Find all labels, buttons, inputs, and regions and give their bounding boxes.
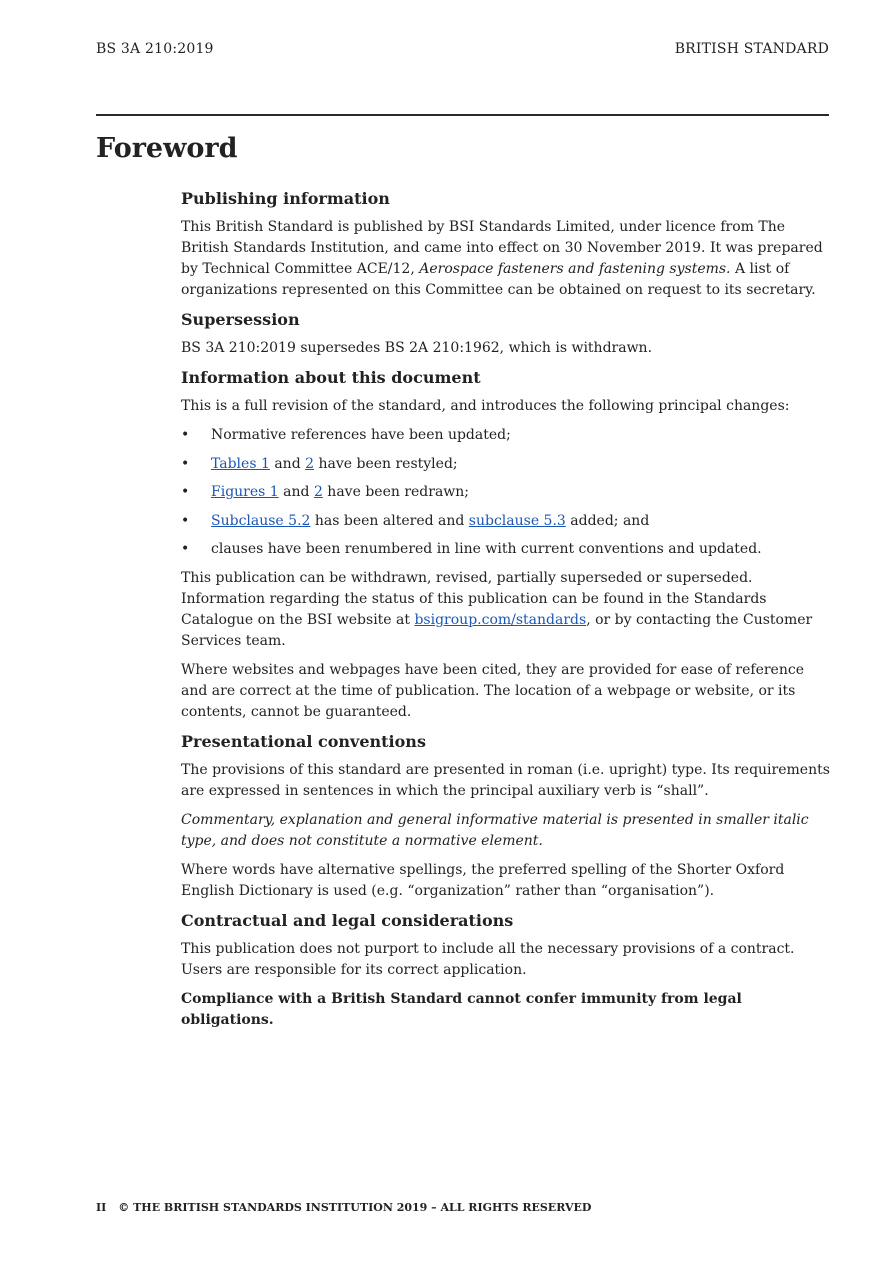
figures-1-link[interactable]: Figures 1 xyxy=(211,484,279,500)
supersession-paragraph: BS 3A 210:2019 supersedes BS 2A 210:1962, which is withdrawn. xyxy=(181,340,653,356)
subclause-5-3-link[interactable]: subclause 5.3 xyxy=(468,512,566,529)
list-item-text: added; and xyxy=(565,512,650,529)
bsi-standards-link[interactable]: bsigroup.com/standards xyxy=(414,611,587,628)
list-item-text: clauses have been renumbered in line with current conventions and updated. xyxy=(211,541,762,557)
bullet-icon: • xyxy=(181,427,190,443)
status-paragraph xyxy=(181,568,831,652)
contractual-heading: Contractual and legal considerations xyxy=(181,910,514,930)
supersession-section xyxy=(181,309,831,359)
presentational-section xyxy=(181,731,831,902)
list-item xyxy=(181,454,831,475)
list-item xyxy=(181,425,831,446)
status-text-b: , or by contacting the Customer Services team. xyxy=(181,611,813,649)
compliance-statement: Compliance with a British Standard cannot confer immunity from legal obligations. xyxy=(181,990,742,1028)
publishing-text-a: This British Standard is published by BSI Standards Limited, under licence from The British Standards Institution, and came into effect on 30 November 2019. It was prepared by Technical Committee ACE/12, xyxy=(181,219,823,277)
information-section xyxy=(181,367,831,723)
presentational-heading: Presentational conventions xyxy=(181,731,426,751)
list-item-text: and xyxy=(269,455,306,472)
header-publisher: BRITISH STANDARD xyxy=(674,41,829,57)
bullet-icon: • xyxy=(181,541,190,557)
publishing-paragraph xyxy=(181,217,831,301)
bullet-icon: • xyxy=(181,512,190,529)
list-item xyxy=(181,539,831,560)
information-intro: This is a full revision of the standard, and introduces the following principal changes: xyxy=(181,398,790,414)
header-document-id: BS 3A 210:2019 xyxy=(96,41,214,57)
table-2-link[interactable]: 2 xyxy=(305,455,315,472)
list-item-text: have been restyled; xyxy=(314,455,458,472)
page-title: Foreword xyxy=(96,133,238,164)
committee-title: Aerospace fasteners and fastening systems. xyxy=(419,261,731,277)
list-item xyxy=(181,511,831,532)
status-text-a: This publication can be withdrawn, revised, partially superseded or superseded. Information regarding the status of this publication can be found in the Standards Catalogue on the BSI website at xyxy=(181,569,767,628)
publishing-heading: Publishing information xyxy=(181,189,390,208)
publishing-section xyxy=(181,188,831,301)
foreword-body xyxy=(181,188,831,1039)
page-footer xyxy=(96,1201,591,1214)
publishing-text-b: A list of organizations represented on this Committee can be obtained on request to its secretary. xyxy=(181,261,816,298)
list-item-text: have been redrawn; xyxy=(322,484,470,500)
list-item-text: and xyxy=(278,484,314,500)
header-rule xyxy=(96,114,829,116)
supersession-heading: Supersession xyxy=(181,310,300,329)
subclause-5-2-link[interactable]: Subclause 5.2 xyxy=(211,512,311,529)
spelling-paragraph: Where words have alternative spellings, the preferred spelling of the Shorter Oxford English Dictionary is used (e.g. “organization” rather than “organisation”). xyxy=(181,861,785,899)
bullet-icon: • xyxy=(181,455,190,472)
running-header xyxy=(96,41,829,57)
bullet-icon: • xyxy=(181,484,190,500)
list-item-text: has been altered and xyxy=(310,512,469,529)
changes-list xyxy=(181,425,831,560)
copyright-notice: © THE BRITISH STANDARDS INSTITUTION 2019 – ALL RIGHTS RESERVED xyxy=(118,1201,592,1214)
page-number: II xyxy=(96,1201,107,1214)
contract-paragraph: This publication does not purport to include all the necessary provisions of a contract. Users are responsible for its correct application. xyxy=(181,940,795,978)
list-item-text: Normative references have been updated; xyxy=(211,427,511,443)
information-heading: Information about this document xyxy=(181,368,481,387)
figure-2-link[interactable]: 2 xyxy=(313,484,323,500)
contractual-section xyxy=(181,910,831,1031)
provisions-paragraph: The provisions of this standard are presented in roman (i.e. upright) type. Its requirements are expressed in sentences in which the principal auxiliary verb is “shall”. xyxy=(181,761,830,799)
websites-paragraph: Where websites and webpages have been cited, they are provided for ease of reference and are correct at the time of publication. The location of a webpage or website, or its contents, cannot be guaranteed. xyxy=(181,661,804,720)
list-item xyxy=(181,482,831,503)
commentary-paragraph: Commentary, explanation and general informative material is presented in smaller italic type, and does not constitute a normative element. xyxy=(181,811,809,849)
tables-1-link[interactable]: Tables 1 xyxy=(211,455,270,472)
